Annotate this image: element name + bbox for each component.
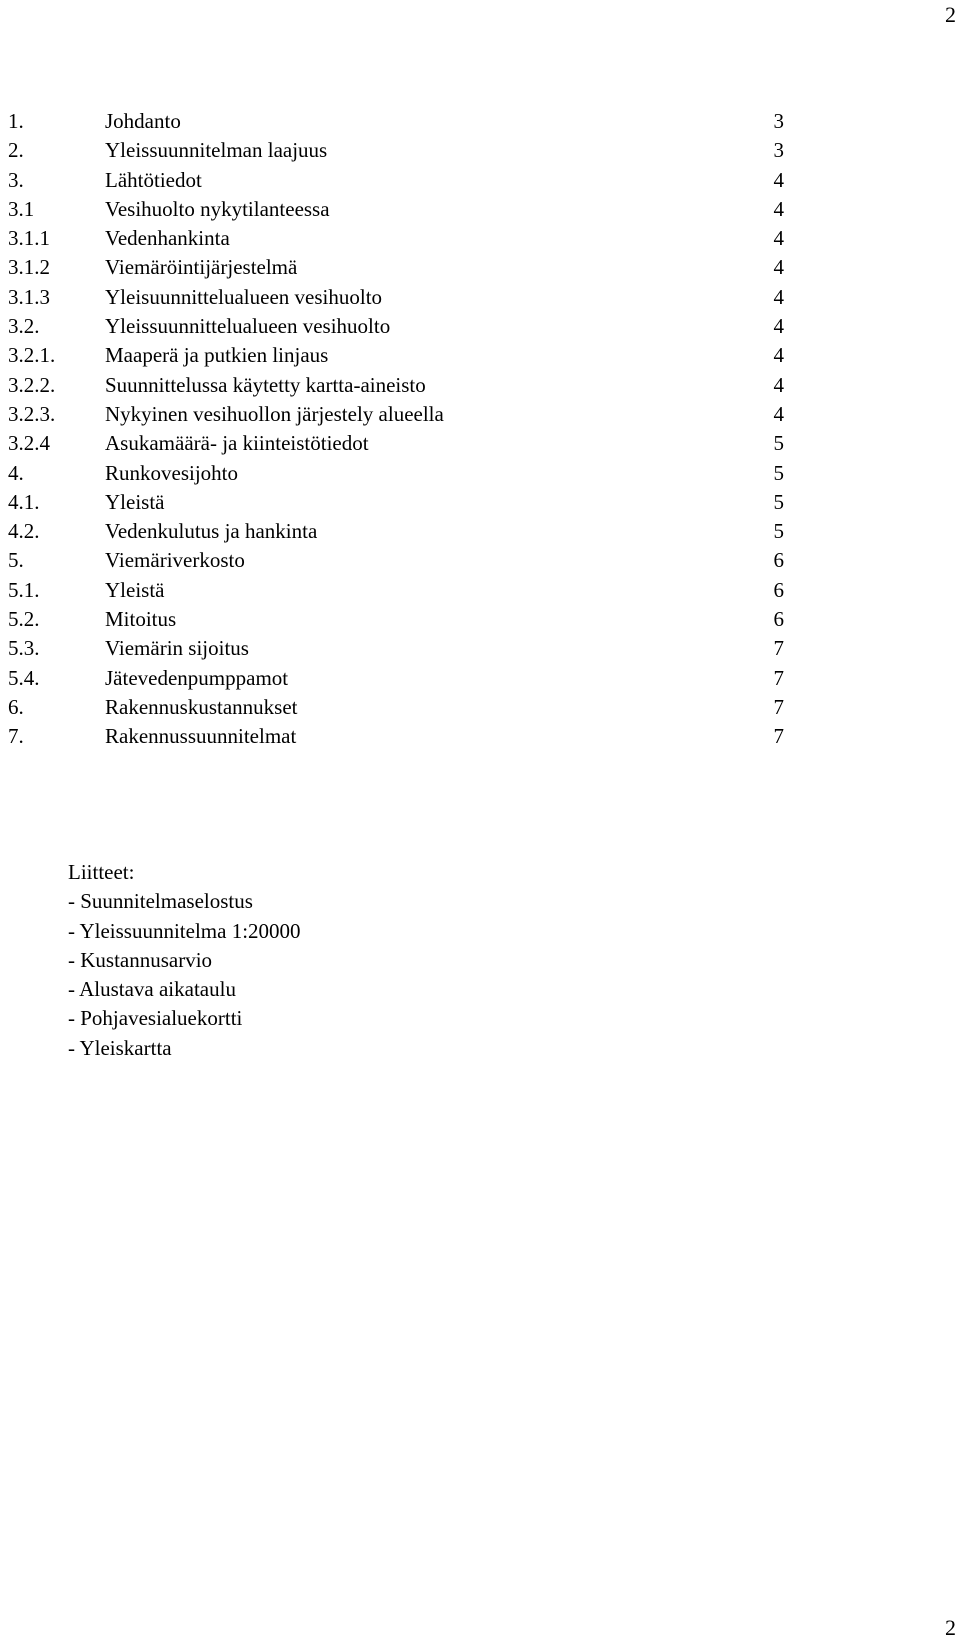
toc-page: 7 bbox=[773, 694, 784, 719]
toc-row bbox=[8, 400, 784, 429]
toc-number: 3.2.2. bbox=[8, 372, 56, 397]
toc-number: 3.1.3 bbox=[8, 284, 50, 309]
toc-number: 5.3. bbox=[8, 636, 40, 661]
toc-row bbox=[8, 253, 784, 282]
toc-row bbox=[8, 429, 784, 458]
toc-number: 7. bbox=[8, 724, 24, 749]
toc-title: Yleissuunnittelualueen vesihuolto bbox=[105, 314, 391, 339]
attachments-heading: Liitteet: bbox=[68, 860, 135, 884]
toc-title: Yleistä bbox=[105, 489, 165, 514]
toc-number: 3.2.4 bbox=[8, 431, 50, 456]
toc-row bbox=[8, 136, 784, 165]
toc-row bbox=[8, 634, 784, 663]
attachment-item: - Pohjavesialuekortti bbox=[68, 1006, 243, 1031]
toc-number: 5.4. bbox=[8, 665, 40, 690]
toc-title: Maaperä ja putkien linjaus bbox=[105, 343, 329, 368]
toc-title: Suunnittelussa käytetty kartta-aineisto bbox=[105, 372, 426, 397]
toc-page: 4 bbox=[773, 401, 784, 426]
toc-row bbox=[8, 488, 784, 517]
toc-page: 4 bbox=[773, 343, 784, 368]
toc-number: 3.1.2 bbox=[8, 255, 50, 280]
toc-title: Nykyinen vesihuollon järjestely alueella bbox=[105, 401, 444, 426]
toc-title: Viemäröintijärjestelmä bbox=[105, 255, 298, 280]
page-number-bottom: 2 bbox=[945, 1615, 956, 1640]
toc-title: Jätevedenpumppamot bbox=[105, 665, 289, 690]
attachment-item: - Yleiskartta bbox=[68, 1035, 172, 1060]
toc-title: Asukamäärä- ja kiinteistötiedot bbox=[105, 431, 369, 456]
toc-number: 5. bbox=[8, 548, 24, 573]
toc-row bbox=[8, 605, 784, 634]
toc-page: 4 bbox=[773, 255, 784, 280]
attachment-item: - Alustava aikataulu bbox=[68, 977, 236, 1002]
attachment-item: - Kustannusarvio bbox=[68, 947, 213, 972]
toc-title: Johdanto bbox=[105, 109, 181, 133]
toc-row bbox=[8, 517, 784, 546]
toc-page: 5 bbox=[773, 489, 784, 514]
toc-row bbox=[8, 341, 784, 370]
toc-row bbox=[8, 722, 784, 751]
toc-page: 6 bbox=[773, 607, 784, 632]
toc-page: 3 bbox=[773, 109, 784, 133]
toc-number: 5.2. bbox=[8, 607, 40, 632]
toc-title: Rakennuskustannukset bbox=[105, 694, 298, 719]
toc-number: 3.2.3. bbox=[8, 401, 56, 426]
toc-row bbox=[8, 459, 784, 488]
toc-number: 4. bbox=[8, 460, 24, 485]
toc-title: Vedenhankinta bbox=[105, 226, 230, 251]
toc-number: 6. bbox=[8, 694, 24, 719]
toc-page: 5 bbox=[773, 460, 784, 485]
toc-page: 6 bbox=[773, 548, 784, 573]
toc-title: Vesihuolto nykytilanteessa bbox=[105, 196, 330, 221]
toc-row bbox=[8, 312, 784, 341]
toc-page: 7 bbox=[773, 724, 784, 749]
toc-page: 5 bbox=[773, 431, 784, 456]
toc-number: 1. bbox=[8, 109, 24, 133]
toc-page: 4 bbox=[773, 284, 784, 309]
toc-row bbox=[8, 371, 784, 400]
toc-title: Viemäriverkosto bbox=[105, 548, 245, 573]
toc-page: 7 bbox=[773, 636, 784, 661]
toc-title: Yleistä bbox=[105, 577, 165, 602]
toc-page: 3 bbox=[773, 138, 784, 163]
toc-number: 3.1.1 bbox=[8, 226, 50, 251]
toc-title: Yleisuunnittelualueen vesihuolto bbox=[105, 284, 383, 309]
toc-row bbox=[8, 576, 784, 605]
toc-row bbox=[8, 224, 784, 253]
toc-row bbox=[8, 107, 784, 136]
toc-number: 3.2. bbox=[8, 314, 40, 339]
table-of-contents bbox=[8, 107, 784, 752]
toc-row bbox=[8, 664, 784, 693]
toc-page: 4 bbox=[773, 226, 784, 251]
toc-page: 5 bbox=[773, 519, 784, 544]
attachment-item: - Yleissuunnitelma 1:20000 bbox=[68, 918, 301, 943]
toc-page: 4 bbox=[773, 314, 784, 339]
toc-number: 3. bbox=[8, 167, 24, 192]
toc-row bbox=[8, 283, 784, 312]
toc-number: 2. bbox=[8, 138, 24, 163]
attachment-item: - Suunnitelmaselostus bbox=[68, 889, 253, 914]
toc-title: Yleissuunnitelman laajuus bbox=[105, 138, 328, 163]
toc-title: Mitoitus bbox=[105, 607, 177, 632]
toc-number: 4.2. bbox=[8, 519, 40, 544]
toc-number: 5.1. bbox=[8, 577, 40, 602]
toc-title: Viemärin sijoitus bbox=[105, 636, 249, 661]
toc-page: 4 bbox=[773, 372, 784, 397]
toc-number: 3.2.1. bbox=[8, 343, 56, 368]
toc-row bbox=[8, 195, 784, 224]
toc-title: Rakennussuunnitelmat bbox=[105, 724, 297, 749]
toc-title: Vedenkulutus ja hankinta bbox=[105, 519, 318, 544]
page-number-top: 2 bbox=[945, 2, 956, 27]
toc-title: Runkovesijohto bbox=[105, 460, 239, 485]
attachments-list bbox=[68, 858, 468, 1063]
toc-number: 4.1. bbox=[8, 489, 40, 514]
toc-number: 3.1 bbox=[8, 196, 35, 221]
toc-row bbox=[8, 546, 784, 575]
toc-page: 4 bbox=[773, 167, 784, 192]
toc-row bbox=[8, 166, 784, 195]
toc-page: 6 bbox=[773, 577, 784, 602]
toc-page: 7 bbox=[773, 665, 784, 690]
toc-row bbox=[8, 693, 784, 722]
toc-title: Lähtötiedot bbox=[105, 167, 202, 192]
toc-page: 4 bbox=[773, 196, 784, 221]
